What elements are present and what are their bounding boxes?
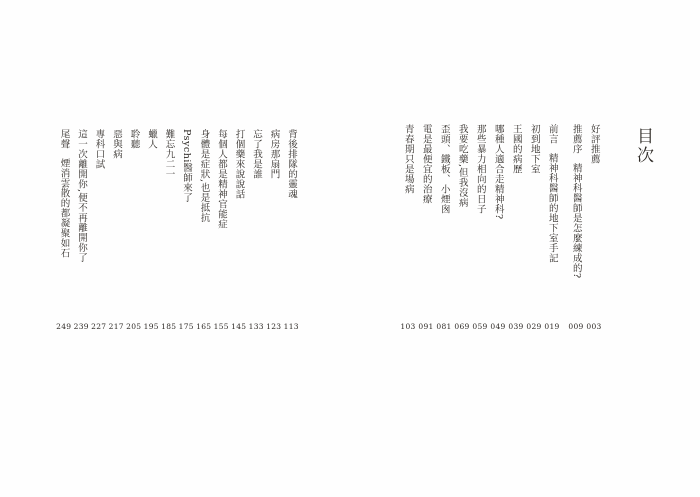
toc-page-number: 205 — [126, 322, 142, 331]
toc-entry-title: 精神科醫師是怎麼練成的? — [570, 163, 582, 279]
toc-entry — [108, 129, 126, 159]
toc-entry — [489, 124, 507, 220]
toc-entry — [248, 129, 266, 179]
toc-entry — [55, 129, 73, 258]
toc-entry-title: 那些暴力相向的日子 — [474, 124, 486, 214]
toc-page-number: 185 — [161, 322, 177, 331]
right-page-numbers-row — [399, 323, 603, 331]
toc-entry — [90, 129, 108, 169]
page-title: 目次 — [633, 127, 653, 165]
toc-page-number: 009 — [568, 322, 584, 331]
toc-entry — [230, 129, 248, 199]
toc-entry — [265, 129, 283, 179]
toc-entry-title: 青春期只是場病 — [402, 124, 414, 194]
toc-entry — [435, 124, 453, 214]
toc-entry — [507, 124, 525, 174]
toc-page-number: 113 — [283, 322, 299, 331]
toc-page-number: 165 — [196, 322, 212, 331]
toc-entry-label: 推薦序 — [570, 124, 582, 154]
toc-page-number: 059 — [472, 322, 488, 331]
toc-entry-title: Psychi醫師來了 — [181, 129, 192, 203]
toc-page-number: 217 — [108, 322, 124, 331]
toc-page-number: 175 — [178, 322, 194, 331]
toc-entry-title: 惡與病 — [111, 129, 122, 159]
toc-page-number: 249 — [56, 322, 72, 331]
toc-entry — [471, 124, 489, 214]
toc-entry — [585, 124, 603, 164]
toc-page-number: 069 — [454, 322, 470, 331]
toc-entry-title: 忘了我是誰 — [251, 129, 262, 179]
toc-entry-title: 背後排隊的靈魂 — [286, 129, 297, 199]
toc-entry-label: 尾聲 — [58, 129, 70, 149]
toc-entry-title: 這一次離開你,便不再離開你了 — [76, 129, 87, 263]
toc-entry-title: 聆聽 — [128, 129, 140, 149]
toc-page-number: 003 — [586, 322, 602, 331]
toc-entry-title: 專科口試 — [93, 129, 105, 169]
toc-entry — [160, 129, 178, 179]
toc-page-number: 123 — [266, 322, 282, 331]
toc-page-number: 145 — [231, 322, 247, 331]
toc-entry-title: 病房那扇門 — [268, 129, 280, 179]
toc-page-number: 091 — [418, 322, 434, 331]
toc-entry-label: 前言 — [546, 124, 558, 144]
toc-entry-title: 好評推薦 — [588, 124, 600, 164]
toc-entry — [283, 129, 301, 199]
toc-entry — [453, 124, 471, 208]
toc-page-number: 081 — [436, 322, 452, 331]
toc-entry-title: 王國的病歷 — [510, 124, 522, 174]
toc-entry-title: 初到地下室 — [528, 124, 540, 174]
toc-page-number: 039 — [508, 322, 524, 331]
toc-entry-title: 我要吃藥,但我沒病 — [456, 124, 468, 208]
toc-entry — [567, 124, 585, 279]
left-page-numbers-row — [55, 323, 300, 331]
toc-entry — [73, 129, 91, 263]
toc-entry-title: 打個藥來說說話 — [233, 129, 245, 199]
toc-entry-title: 身體是症狀,也是抵抗 — [198, 129, 210, 223]
toc-entry — [195, 129, 213, 223]
toc-page-number: 133 — [248, 322, 264, 331]
toc-page-number: 049 — [490, 322, 506, 331]
toc-entry — [213, 129, 231, 229]
toc-entry — [399, 124, 417, 194]
toc-entry — [143, 129, 161, 149]
toc-page-number: 019 — [544, 322, 560, 331]
toc-entry-title: 精神科醫師的地下室手記 — [546, 153, 558, 263]
toc-page-number: 155 — [213, 322, 229, 331]
toc-entry-title: 歪頭、鐵板、小煙囪 — [438, 124, 450, 214]
toc-entry — [125, 129, 143, 149]
toc-entry — [178, 129, 196, 203]
toc-entry-title: 電是最便宜的治療 — [420, 124, 432, 204]
toc-entry — [543, 124, 561, 263]
left-page-toc — [55, 129, 300, 263]
toc-entry-title: 煙消雲散的都凝聚如石 — [58, 158, 70, 258]
toc-page-number: 103 — [400, 322, 416, 331]
toc-entry-title: 每個人都是精神官能症 — [216, 129, 227, 229]
toc-page-number: 239 — [73, 322, 89, 331]
toc-entry-title: 難忘九二一 — [163, 129, 175, 179]
toc-entry-title: 蠟人 — [146, 129, 157, 149]
toc-page-number: 029 — [526, 322, 542, 331]
toc-entry — [525, 124, 543, 174]
right-page-toc — [399, 124, 603, 279]
toc-entry-title: 哪種人適合走精神科? — [492, 124, 504, 220]
toc-page-number: 227 — [91, 322, 107, 331]
toc-page-number: 195 — [143, 322, 159, 331]
toc-entry — [417, 124, 435, 204]
